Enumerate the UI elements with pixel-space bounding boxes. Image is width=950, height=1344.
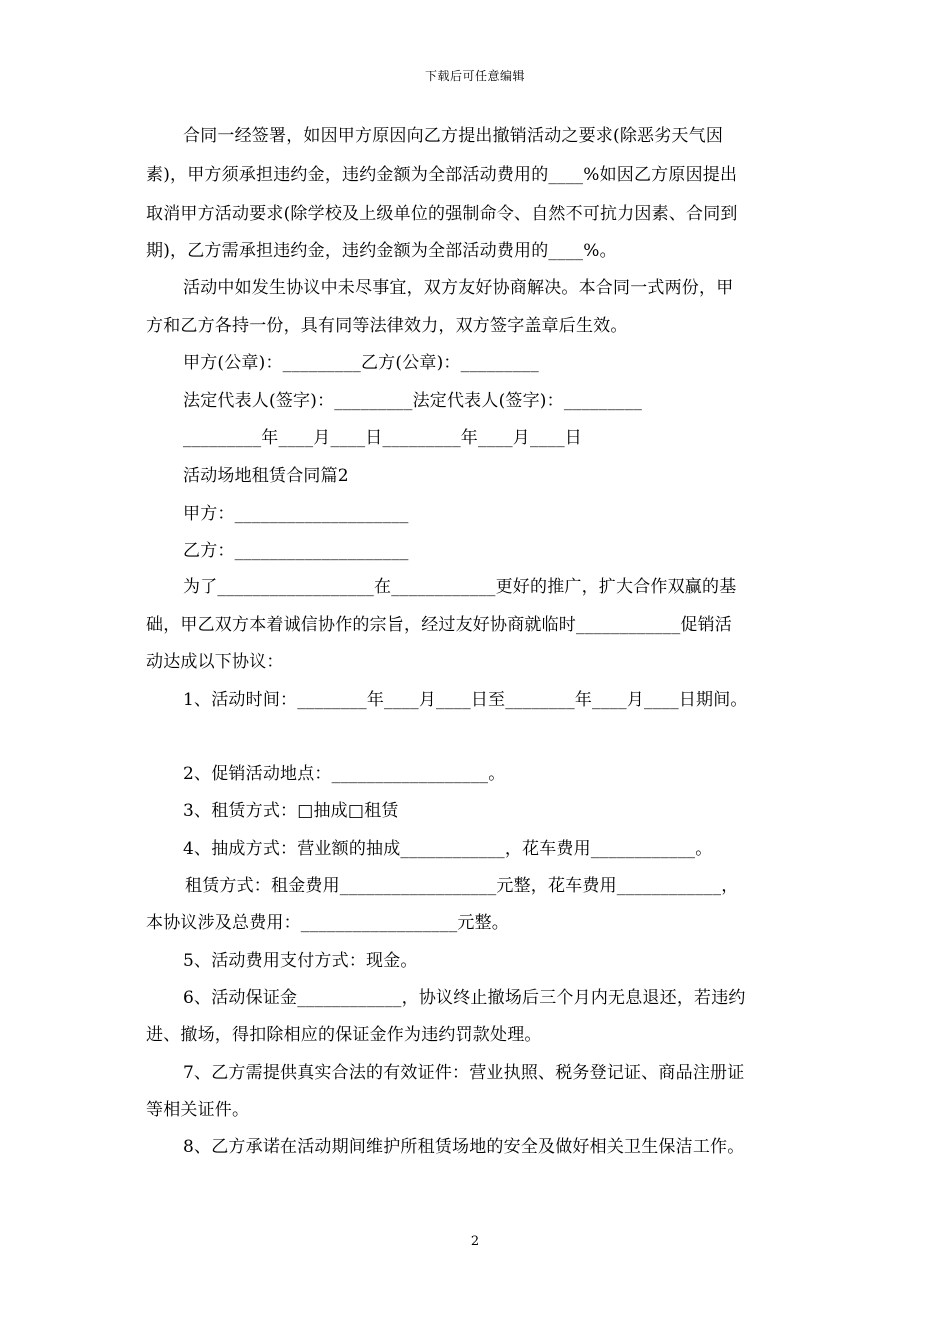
clause-2: 2、促销活动地点：__________________。 bbox=[183, 764, 506, 784]
clause-8: 8、乙方承诺在活动期间维护所租赁场地的安全及做好相关卫生保洁工作。 bbox=[183, 1137, 745, 1157]
contract-line: 方和乙方各持一份，具有同等法律效力，双方签字盖章后生效。 bbox=[146, 316, 628, 336]
contract-line: 合同一经签署，如因甲方原因向乙方提出撤销活动之要求(除恶劣天气因 bbox=[183, 126, 724, 146]
contract-line: 动达成以下协议： bbox=[146, 652, 284, 672]
clause-7: 7、乙方需提供真实合法的有效证件：营业执照、税务登记证、商品注册证 bbox=[183, 1063, 745, 1083]
contract-line: 取消甲方活动要求(除学校及上级单位的强制命令、自然不可抗力因素、合同到 bbox=[146, 204, 738, 224]
clause-5: 5、活动费用支付方式：现金。 bbox=[183, 951, 418, 971]
contract-line: 活动中如发生协议中未尽事宜，双方友好协商解决。本合同一式两份，甲 bbox=[183, 278, 734, 298]
contract-line: 础，甲乙双方本着诚信协作的宗旨，经过友好协商就临时____________促销活 bbox=[146, 615, 732, 635]
page-header: 下载后可任意编辑 bbox=[424, 69, 525, 83]
contract-line: 素)，甲方须承担违约金，违约金额为全部活动费用的____%如因乙方原因提出 bbox=[146, 165, 738, 185]
signature-line-representative: 法定代表人(签字)：_________法定代表人(签字)：_________ bbox=[183, 391, 643, 411]
clause-6: 6、活动保证金____________，协议终止撤场后三个月内无息退还，若违约 bbox=[183, 988, 746, 1008]
signature-line-date: _________年____月____日_________年____月____日 bbox=[183, 428, 582, 448]
contract-line: 期)，乙方需承担违约金，违约金额为全部活动费用的____%。 bbox=[146, 241, 617, 261]
clause-1: 1、活动时间：________年____月____日至________年____月____日期间。 bbox=[183, 690, 748, 710]
contract-line: 为了__________________在____________更好的推广，扩大合作双赢的基 bbox=[183, 577, 737, 597]
clause-4-rental: 租赁方式：租金费用__________________元整，花车费用____________， bbox=[185, 876, 739, 896]
party-b-line: 乙方：____________________ bbox=[183, 541, 409, 561]
page-number: 2 bbox=[470, 1234, 480, 1249]
section-title: 活动场地租赁合同篇2 bbox=[183, 466, 349, 486]
party-a-line: 甲方：____________________ bbox=[183, 504, 409, 524]
clause-6-cont: 进、撤场，得扣除相应的保证金作为违约罚款处理。 bbox=[146, 1025, 542, 1045]
clause-7-cont: 等相关证件。 bbox=[146, 1100, 250, 1120]
clause-4: 4、抽成方式：营业额的抽成____________，花车费用____________。 bbox=[183, 839, 713, 859]
clause-3: 3、租赁方式：□抽成□租赁 bbox=[183, 801, 399, 821]
signature-line-seal: 甲方(公章)：_________乙方(公章)：_________ bbox=[183, 353, 539, 373]
clause-4-total: 本协议涉及总费用：__________________元整。 bbox=[146, 913, 509, 933]
